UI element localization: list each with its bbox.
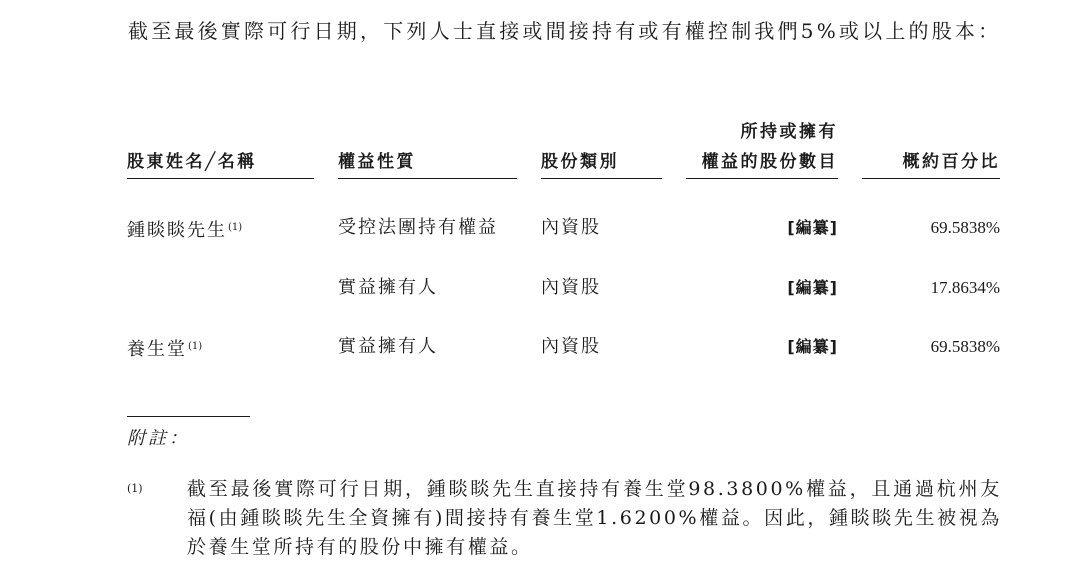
footnote-1-text: 截至最後實際可行日期，鍾睒睒先生直接持有養生堂98.3800%權益，且通過杭州友福(由鍾睒睒先生全資擁有)間接持有養生堂1.6200%權益。因此，鍾睒睒先生被視為於養生堂所持有的股份中擁有權益。 <box>187 478 1002 558</box>
table-row-1-nature: 受控法團持有權益 <box>338 217 498 238</box>
header-rule-class <box>541 178 662 179</box>
header-shares-line2: 權益的股份數目 <box>701 152 838 172</box>
header-pct: 概約百分比 <box>902 152 1000 172</box>
header-rule-nature <box>338 178 517 179</box>
table-row-3-name <box>127 335 202 362</box>
footnote-1-mark: (1) <box>127 482 143 495</box>
header-shares-line1: 所持或擁有 <box>740 122 838 142</box>
table-row-1-pct: 69.5838% <box>930 218 1000 237</box>
row-3-note-ref: (1) <box>188 341 203 352</box>
table-row-1-name <box>127 216 242 243</box>
table-row-2-nature: 實益擁有人 <box>338 277 438 298</box>
table-row-1-shares: [編纂] <box>787 218 838 237</box>
table-row-2-class: 內資股 <box>541 277 601 298</box>
table-row-3-pct: 69.5838% <box>930 337 1000 356</box>
table-row-2-shares: [編纂] <box>787 278 838 297</box>
header-rule-shares <box>686 178 838 179</box>
header-nature: 權益性質 <box>338 152 416 172</box>
notes-label: 附註： <box>127 428 190 449</box>
header-rule-name <box>127 178 314 179</box>
intro-text: 截至最後實際可行日期，下列人士直接或間接持有或有權控制我們5%或以上的股本： <box>128 19 1002 43</box>
row-1-name-text: 鍾睒睒先生 <box>127 220 227 241</box>
table-row-3-nature: 實益擁有人 <box>338 336 438 357</box>
header-class: 股份類別 <box>541 152 619 172</box>
notes-divider <box>127 416 250 417</box>
intro-paragraph <box>70 14 1010 48</box>
header-rule-pct <box>862 178 1000 179</box>
header-name: 股東姓名╱名稱 <box>127 152 257 172</box>
table-row-2-pct: 17.8634% <box>930 278 1000 297</box>
table-row-3-shares: [編纂] <box>787 337 838 356</box>
table-row-3-class: 內資股 <box>541 336 601 357</box>
table-row-1-class: 內資股 <box>541 217 601 238</box>
row-1-note-ref: (1) <box>228 222 243 233</box>
row-3-name-text: 養生堂 <box>127 339 187 360</box>
